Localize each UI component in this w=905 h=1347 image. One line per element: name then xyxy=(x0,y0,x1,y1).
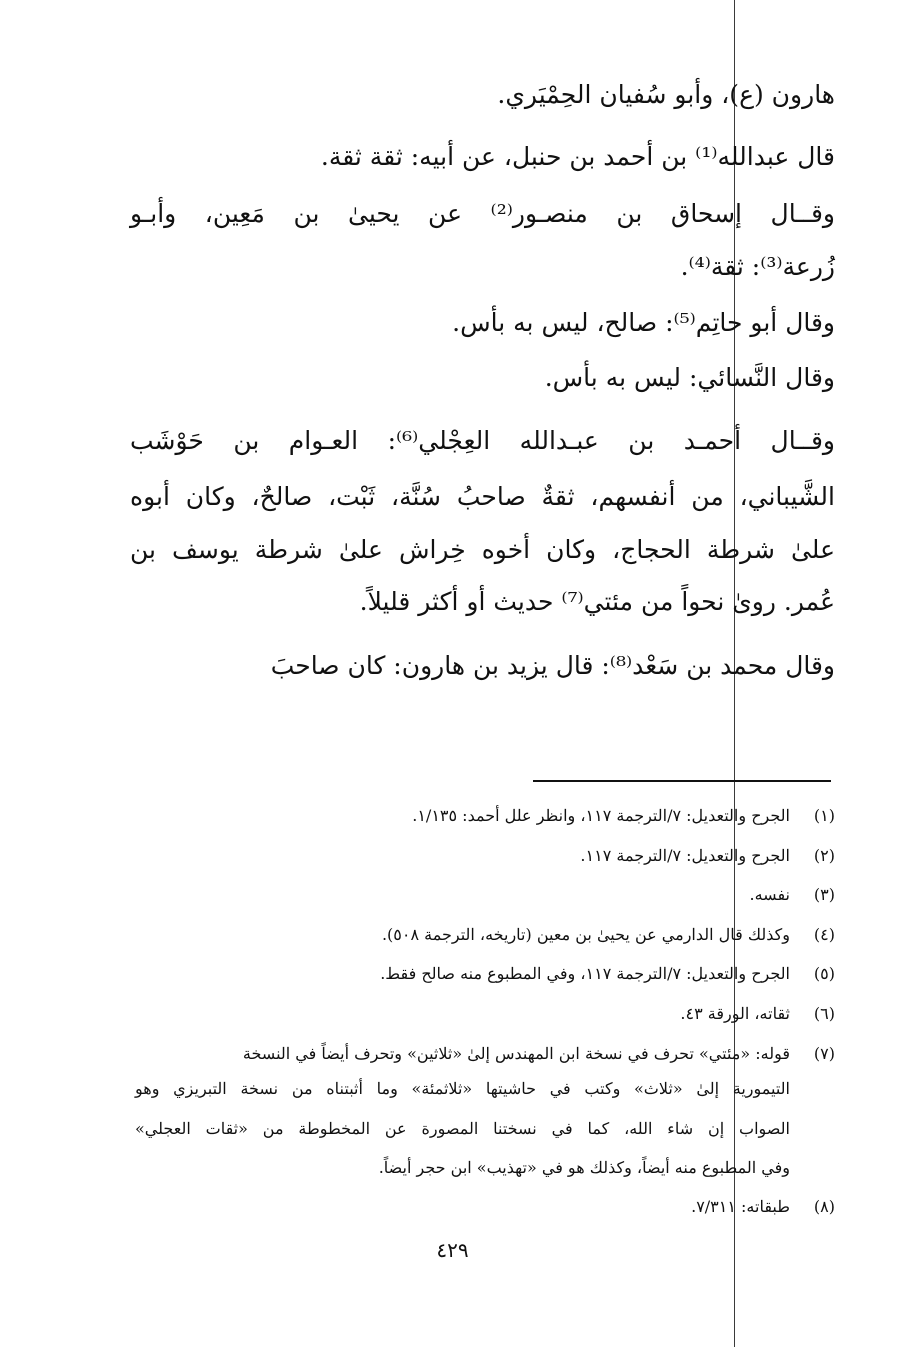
footnote-text: وكذلك قال الدارمي عن يحيىٰ بن معين (تاريخه، الترجمة ٥٠٨). xyxy=(381,925,790,944)
footnote-number: (٢) xyxy=(813,846,835,865)
footnote-text: الجرح والتعديل: ٧/الترجمة ١١٧، وانظر علل أحمد: ١/١٣٥. xyxy=(412,806,790,825)
footnote-7-line-3: الصواب إن شاء الله، كما في نسختنا المصورة عن المخطوطة من «ثقات العجلي» xyxy=(135,1119,790,1138)
footnote-number: (٧) xyxy=(813,1044,835,1063)
footnote-7-line-4: وفي المطبوع منه أيضاً، وكذلك هو في «تهذيب» ابن حجر أيضاً. xyxy=(378,1158,790,1177)
body-line-11: وقال محمد بن سَعْد⁽⁸⁾: قال يزيد بن هارون: كان صاحبَ xyxy=(270,651,835,680)
footnote-text: الجرح والتعديل: ٧/الترجمة ١١٧، وفي المطبوع منه صالح فقط. xyxy=(380,964,790,983)
footnote-text: الجرح والتعديل: ٧/الترجمة ١١٧. xyxy=(580,846,790,865)
footnote-separator xyxy=(533,780,831,782)
body-line-8: الشَّيباني، من أنفسهم، ثقةٌ صاحبُ سُنَّة، ثَبْت، صالحٌ، وكان أبوه xyxy=(130,482,835,511)
body-line-3: وقــال إسحاق بن منصـور⁽²⁾ عن يحيىٰ بن مَعِين، وأبـو xyxy=(130,199,835,228)
body-line-10: عُمر. روىٰ نحواً من مئتي⁽⁷⁾ حديث أو أكثر قليلاً. xyxy=(359,587,835,616)
footnote-7-line-2: التيمورية إلىٰ «ثلاث» وكتب في حاشيتها «ثلاثمئة» وما أثبتناه من نسخة التبريزي وهو xyxy=(135,1079,790,1098)
footnote-text: طبقاته: ٧/٣١١. xyxy=(691,1197,790,1216)
body-line-6: وقال النَّسائي: ليس به بأس. xyxy=(544,363,835,392)
body-line-4: زُرعة⁽³⁾: ثقة⁽⁴⁾. xyxy=(680,252,835,281)
footnote-number: (٥) xyxy=(813,964,835,983)
footnote-text: نفسه. xyxy=(749,885,790,904)
footnote-text: قوله: «مئتي» تحرف في نسخة ابن المهندس إلىٰ «ثلاثين» وتحرف أيضاً في النسخة xyxy=(242,1044,790,1063)
body-line-5: وقال أبو حاتِم⁽⁵⁾: صالح، ليس به بأس. xyxy=(452,308,835,337)
footnote-number: (٣) xyxy=(813,885,835,904)
footnote-number: (٤) xyxy=(813,925,835,944)
footnote-number: (٦) xyxy=(813,1004,835,1023)
body-line-1: هارون (ع)، وأبو سُفيان الحِمْيَري. xyxy=(497,80,835,109)
footnote-number: (١) xyxy=(813,806,835,825)
body-line-9: علىٰ شرطة الحجاج، وكان أخوه خِراش علىٰ شرطة يوسف بن xyxy=(130,535,835,564)
footnote-text: ثقاته، الورقة ٤٣. xyxy=(680,1004,790,1023)
page-number: ٤٢٩ xyxy=(436,1238,469,1262)
body-line-2: قال عبدالله⁽¹⁾ بن أحمد بن حنبل، عن أبيه: ثقة ثقة. xyxy=(320,142,835,171)
body-line-7: وقــال أحمـد بن عبـدالله العِجْلي⁽⁶⁾: العـوام بن حَوْشَب xyxy=(130,426,835,455)
footnote-number: (٨) xyxy=(813,1197,835,1216)
